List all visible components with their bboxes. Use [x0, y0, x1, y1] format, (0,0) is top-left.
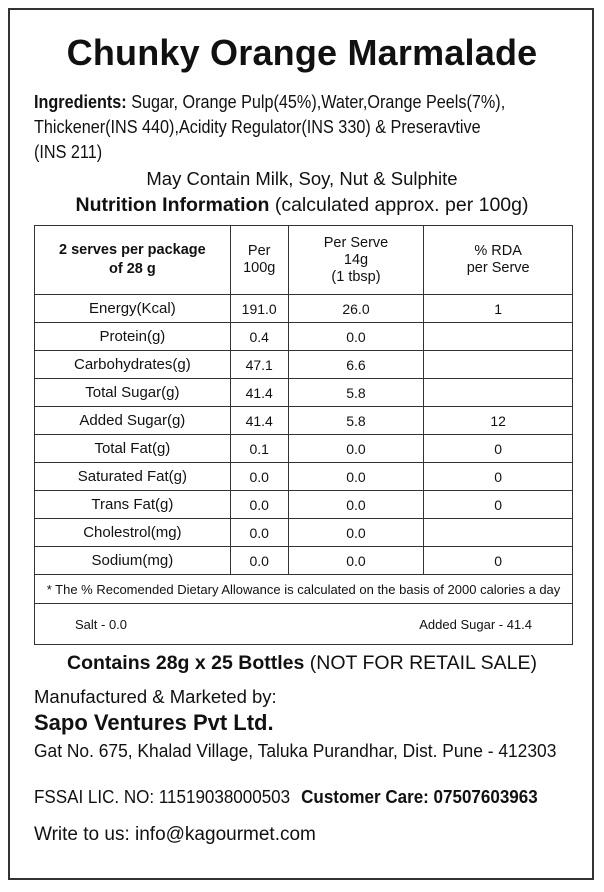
- rda-value: 0: [424, 435, 573, 463]
- fssai-license: FSSAI LIC. NO: 11519038000503: [34, 786, 291, 807]
- contains-quantity: Contains 28g x 25 Bottles: [67, 652, 305, 674]
- nutrient-name: Energy(Kcal): [35, 295, 231, 323]
- ingredients-text-1: Sugar, Orange Pulp(45%),Water,Orange Peels(7%),: [126, 92, 506, 112]
- ingredients-line-2: Thickener(INS 440),Acidity Regulator(INS 330) & Preseravtive: [34, 117, 481, 137]
- nutrition-heading: [0, 194, 604, 217]
- rda-value: 12: [424, 407, 573, 435]
- header-serves: 2 serves per package of 28 g: [35, 226, 231, 295]
- ingredients-block: [34, 90, 525, 165]
- nutrient-name: Cholestrol(mg): [35, 519, 231, 547]
- nutrition-row: [35, 463, 573, 491]
- nutrition-row: [35, 547, 573, 575]
- salt-value: Salt - 0.0: [75, 616, 128, 632]
- per-100g-value: 191.0: [230, 295, 288, 323]
- rda-footnote: * The % Recomended Dietary Allowance is calculated on the basis of 2000 calories a day: [35, 575, 573, 604]
- contact-email: Write to us: info@kagourmet.com: [34, 824, 316, 845]
- company-name: Sapo Ventures Pvt Ltd.: [34, 710, 274, 735]
- product-title: Chunky Orange Marmalade: [66, 32, 538, 73]
- per-serve-value: 0.0: [288, 547, 424, 575]
- fssai-line: [34, 786, 538, 808]
- per-100g-value: 41.4: [230, 379, 288, 407]
- nutrition-header-row: [35, 226, 573, 295]
- per-100g-value: 47.1: [230, 351, 288, 379]
- per-serve-value: 6.6: [288, 351, 424, 379]
- nutrition-row: [35, 323, 573, 351]
- added-sugar-value: Added Sugar - 41.4: [419, 616, 532, 632]
- rda-value: [424, 323, 573, 351]
- rda-value: [424, 519, 573, 547]
- per-100g-value: 0.1: [230, 435, 288, 463]
- nutrition-row: [35, 407, 573, 435]
- company-address: Gat No. 675, Khalad Village, Taluka Purandhar, Dist. Pune - 412303: [34, 740, 557, 761]
- nutrition-row: [35, 379, 573, 407]
- nutrition-subtitle: (calculated approx. per 100g): [269, 194, 529, 216]
- per-100g-value: 0.0: [230, 519, 288, 547]
- nutrient-name: Saturated Fat(g): [35, 463, 231, 491]
- per-serve-value: 0.0: [288, 491, 424, 519]
- nutrition-title: Nutrition Information: [75, 194, 270, 216]
- per-100g-value: 0.0: [230, 463, 288, 491]
- nutrient-name: Sodium(mg): [35, 547, 231, 575]
- nutrition-table: [34, 225, 573, 645]
- header-per-100g: Per 100g: [230, 226, 288, 295]
- nutrient-name: Trans Fat(g): [35, 491, 231, 519]
- nutrient-name: Total Sugar(g): [35, 379, 231, 407]
- nutrient-name: Total Fat(g): [35, 435, 231, 463]
- allergen-statement: May Contain Milk, Soy, Nut & Sulphite: [146, 168, 458, 189]
- header-per-serve: Per Serve 14g (1 tbsp): [288, 226, 424, 295]
- per-serve-value: 5.8: [288, 379, 424, 407]
- ingredients-label: Ingredients:: [34, 92, 127, 112]
- per-serve-value: 0.0: [288, 323, 424, 351]
- rda-value: [424, 351, 573, 379]
- per-serve-value: 26.0: [288, 295, 424, 323]
- contains-note: (NOT FOR RETAIL SALE): [304, 652, 537, 674]
- per-serve-value: 0.0: [288, 519, 424, 547]
- per-100g-value: 0.4: [230, 323, 288, 351]
- per-100g-value: 41.4: [230, 407, 288, 435]
- ingredients-line-1: [34, 90, 525, 115]
- nutrient-name: Protein(g): [35, 323, 231, 351]
- per-100g-value: 0.0: [230, 491, 288, 519]
- salt-row: [35, 604, 573, 645]
- per-serve-value: 0.0: [288, 463, 424, 491]
- per-serve-value: 5.8: [288, 407, 424, 435]
- nutrition-row: [35, 295, 573, 323]
- rda-value: 0: [424, 491, 573, 519]
- nutrition-row: [35, 435, 573, 463]
- header-rda: % RDA per Serve: [424, 226, 573, 295]
- rda-footnote-row: [35, 575, 573, 604]
- contains-statement: [0, 652, 604, 675]
- nutrient-name: Added Sugar(g): [35, 407, 231, 435]
- rda-value: [424, 379, 573, 407]
- rda-value: 0: [424, 547, 573, 575]
- per-100g-value: 0.0: [230, 547, 288, 575]
- nutrient-name: Carbohydrates(g): [35, 351, 231, 379]
- rda-value: 0: [424, 463, 573, 491]
- nutrition-row: [35, 351, 573, 379]
- nutrition-row: [35, 491, 573, 519]
- nutrition-row: [35, 519, 573, 547]
- per-serve-value: 0.0: [288, 435, 424, 463]
- manufactured-by-label: Manufactured & Marketed by:: [34, 686, 277, 707]
- ingredients-line-3: (INS 211): [34, 142, 103, 162]
- rda-value: 1: [424, 295, 573, 323]
- customer-care: Customer Care: 07507603963: [301, 786, 538, 807]
